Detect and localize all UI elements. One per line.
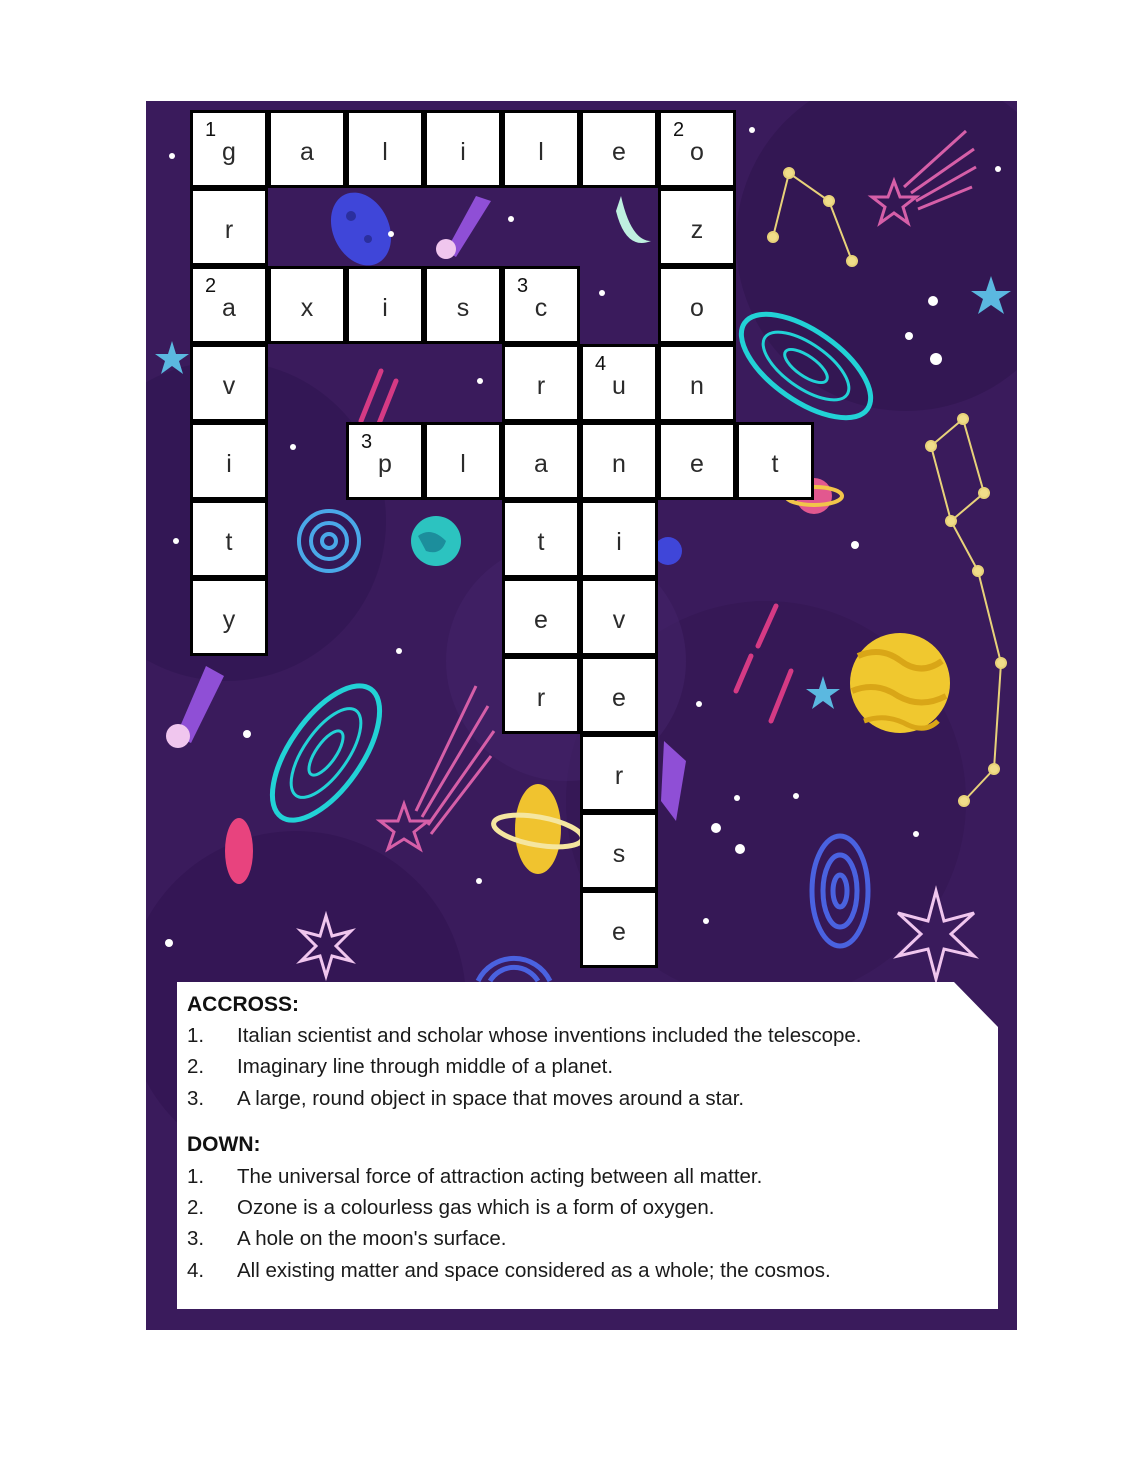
- clue-number-label: 2: [673, 119, 685, 141]
- clue-text: All existing matter and space considered as a whole; the cosmos.: [237, 1259, 831, 1282]
- crossword-cell[interactable]: [190, 422, 268, 500]
- crossword-cell[interactable]: [736, 422, 814, 500]
- crossword-cell[interactable]: [580, 734, 658, 812]
- cell-letter: o: [690, 294, 704, 322]
- across-clue-1: [187, 1024, 987, 1054]
- cell-letter: x: [300, 294, 314, 322]
- clue-text: Ozone is a colourless gas which is a form of oxygen.: [237, 1196, 715, 1219]
- cell-letter: r: [614, 762, 624, 790]
- crossword-cell[interactable]: [580, 890, 658, 968]
- crossword-cell[interactable]: [424, 266, 502, 344]
- crossword-cell[interactable]: [502, 266, 580, 344]
- cell-letter: n: [690, 372, 704, 400]
- cell-letter: e: [612, 138, 626, 166]
- crossword-cell[interactable]: [580, 500, 658, 578]
- down-clue-4: [187, 1259, 987, 1289]
- down-clue-1: [187, 1165, 987, 1195]
- cell-letter: p: [378, 450, 392, 478]
- crossword-cell[interactable]: [580, 656, 658, 734]
- cell-letter: t: [225, 528, 233, 556]
- cell-letter: e: [534, 606, 548, 634]
- cell-letter: r: [536, 372, 546, 400]
- clue-number: 3.: [187, 1227, 205, 1250]
- cell-letter: i: [616, 528, 622, 556]
- clue-number-label: 2: [205, 275, 217, 297]
- across-clue-3: [187, 1087, 987, 1117]
- cell-letter: l: [460, 450, 466, 478]
- cell-letter: s: [612, 840, 626, 868]
- clue-number: 3.: [187, 1087, 205, 1110]
- crossword-cell[interactable]: [580, 110, 658, 188]
- crossword-cell[interactable]: [268, 266, 346, 344]
- cell-letter: z: [690, 216, 704, 244]
- cell-letter: t: [771, 450, 779, 478]
- cell-letter: t: [537, 528, 545, 556]
- crossword-cell[interactable]: [580, 422, 658, 500]
- cell-letter: e: [612, 684, 626, 712]
- down-heading: DOWN:: [187, 1133, 261, 1156]
- cell-letter: s: [456, 294, 470, 322]
- cell-letter: v: [612, 606, 626, 634]
- cell-letter: r: [536, 684, 546, 712]
- crossword-cell[interactable]: [502, 110, 580, 188]
- crossword-cell[interactable]: [190, 500, 268, 578]
- crossword-cell[interactable]: [190, 110, 268, 188]
- cell-letter: y: [222, 606, 236, 634]
- crossword-cell[interactable]: [190, 188, 268, 266]
- across-clue-2: [187, 1055, 987, 1085]
- cell-letter: r: [224, 216, 234, 244]
- cell-letter: o: [690, 138, 704, 166]
- clue-text: Italian scientist and scholar whose inventions included the telescope.: [237, 1024, 862, 1047]
- crossword-cell[interactable]: [580, 578, 658, 656]
- crossword-cell[interactable]: [502, 344, 580, 422]
- clue-number: 2.: [187, 1196, 205, 1219]
- clue-number: 1.: [187, 1024, 205, 1047]
- clue-number-label: 1: [205, 119, 217, 141]
- crossword-cell[interactable]: [424, 422, 502, 500]
- clue-number-label: 3: [517, 275, 529, 297]
- cell-letter: l: [382, 138, 388, 166]
- crossword-cell[interactable]: [190, 344, 268, 422]
- crossword-cell[interactable]: [658, 188, 736, 266]
- crossword-cell[interactable]: [658, 344, 736, 422]
- crossword-cell[interactable]: [346, 110, 424, 188]
- clue-text: A large, round object in space that moves around a star.: [237, 1087, 745, 1110]
- cell-letter: c: [534, 294, 548, 322]
- cell-letter: i: [460, 138, 466, 166]
- cell-letter: i: [226, 450, 232, 478]
- cell-letter: i: [382, 294, 388, 322]
- crossword-cell[interactable]: [658, 266, 736, 344]
- cell-letter: l: [538, 138, 544, 166]
- cell-letter: a: [300, 138, 314, 166]
- crossword-cell[interactable]: [502, 656, 580, 734]
- cell-letter: g: [222, 138, 236, 166]
- crossword-cell[interactable]: [502, 500, 580, 578]
- cell-letter: e: [690, 450, 704, 478]
- clue-number-label: 3: [361, 431, 373, 453]
- clue-text: A hole on the moon's surface.: [237, 1227, 507, 1250]
- crossword-cell[interactable]: [580, 812, 658, 890]
- cell-letter: a: [222, 294, 236, 322]
- cell-letter: v: [222, 372, 236, 400]
- poster: [146, 101, 1017, 1330]
- clue-number: 4.: [187, 1259, 205, 1282]
- crossword-cell[interactable]: [190, 266, 268, 344]
- clue-number: 2.: [187, 1055, 205, 1078]
- crossword-cell[interactable]: [190, 578, 268, 656]
- cell-letter: n: [612, 450, 626, 478]
- cell-letter: a: [534, 450, 548, 478]
- crossword-cell[interactable]: [346, 266, 424, 344]
- across-heading: ACCROSS:: [187, 993, 300, 1016]
- crossword-cell[interactable]: [268, 110, 346, 188]
- cell-letter: e: [612, 918, 626, 946]
- crossword-cell[interactable]: [346, 422, 424, 500]
- crossword-cell[interactable]: [580, 344, 658, 422]
- crossword-cell[interactable]: [658, 422, 736, 500]
- clues-panel: [177, 982, 998, 1309]
- crossword-cell[interactable]: [502, 422, 580, 500]
- clue-number: 1.: [187, 1165, 205, 1188]
- crossword-cell[interactable]: [424, 110, 502, 188]
- cell-letter: u: [612, 372, 626, 400]
- crossword-cell[interactable]: [502, 578, 580, 656]
- clue-text: The universal force of attraction acting between all matter.: [237, 1165, 763, 1188]
- clue-number-label: 4: [595, 353, 607, 375]
- down-clue-3: [187, 1227, 987, 1257]
- down-clue-2: [187, 1196, 987, 1226]
- clue-text: Imaginary line through middle of a planet.: [237, 1055, 614, 1078]
- crossword-cell[interactable]: [658, 110, 736, 188]
